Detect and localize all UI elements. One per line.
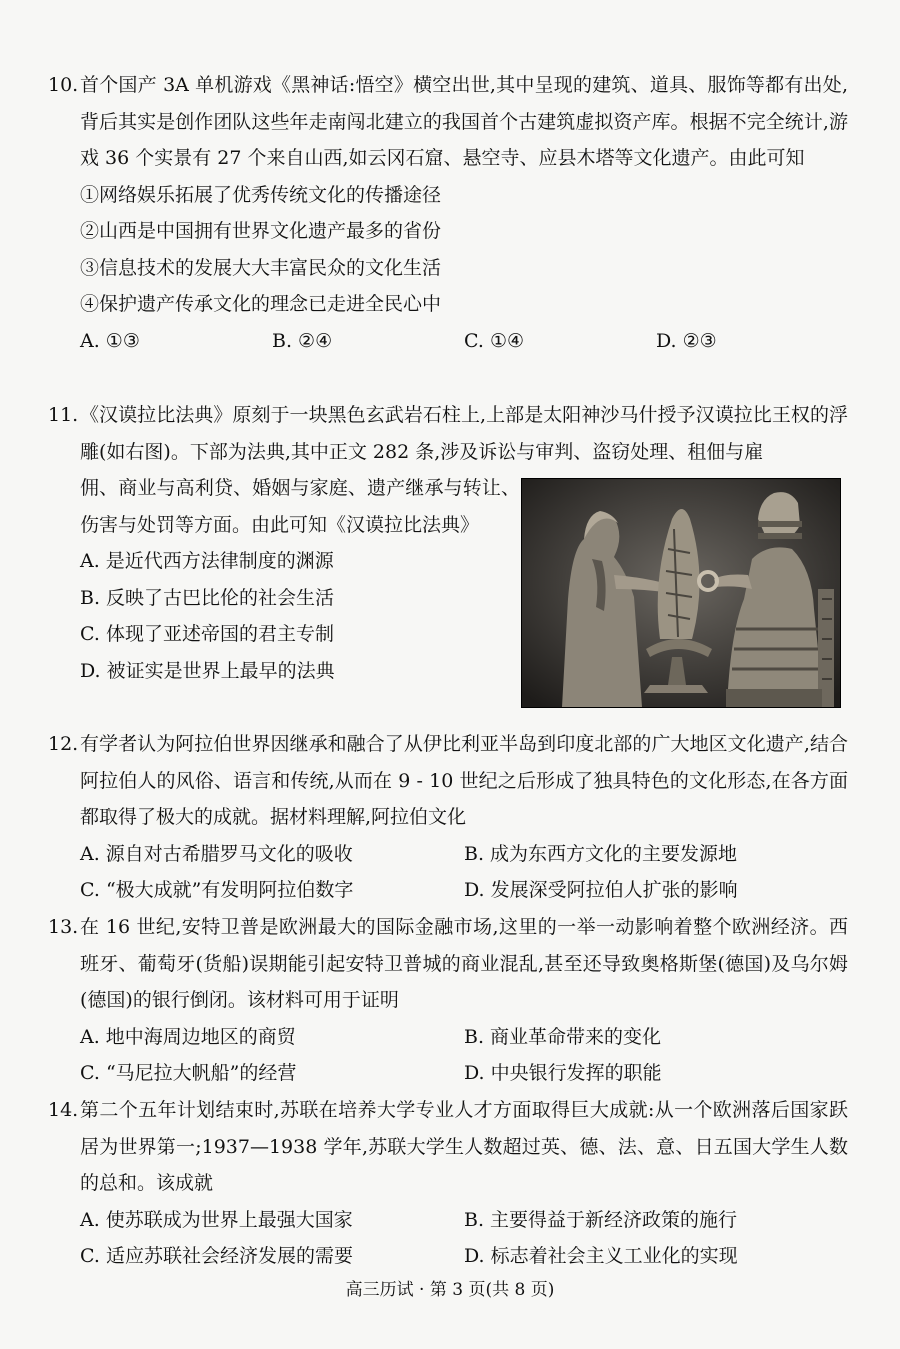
question-stem: 首个国产 3A 单机游戏《黑神话:悟空》横空出世,其中呈现的建筑、道具、服饰等都有出处,背后其实是创作团队这些年走南闯北建立的我国首个古建筑虚拟资产库。根据不完全统计,游戏 36 个实景有 27 个来自山西,如云冈石窟、悬空寺、应县木塔等文化遗产。由此可知 <box>80 74 848 169</box>
options-grid <box>48 836 848 909</box>
option-c: C. 适应苏联社会经济发展的需要 <box>80 1245 353 1267</box>
option-a: A. 地中海周边地区的商贸 <box>80 1025 296 1048</box>
question-number: 10. <box>48 74 79 96</box>
statement: ④保护遗产传承文化的理念已走进全民心中 <box>80 293 442 315</box>
statement: ③信息技术的发展大大丰富民众的文化生活 <box>80 256 442 279</box>
hammurabi-relief-image <box>521 478 841 708</box>
option-d: D. 被证实是世界上最早的法典 <box>80 659 335 682</box>
question-stem-continued: 佣、商业与高利贷、婚姻与家庭、遗产继承与转让、伤害与处罚等方面。由此可知《汉谟拉比法典》 <box>80 477 520 536</box>
question-number: 12. <box>48 733 79 755</box>
option-d: D. 中央银行发挥的职能 <box>464 1062 662 1084</box>
option-a: A. 使苏联成为世界上最强大国家 <box>80 1208 353 1231</box>
page-footer: 高三历试 · 第 3 页(共 8 页) <box>345 1280 555 1300</box>
question-13 <box>48 909 848 1092</box>
option-d: D. 发展深受阿拉伯人扩张的影响 <box>464 879 738 901</box>
option-a: A. 源自对古希腊罗马文化的吸收 <box>80 842 353 865</box>
option-c: C. “极大成就”有发明阿拉伯数字 <box>80 879 354 901</box>
question-12 <box>48 726 848 909</box>
question-stem: 有学者认为阿拉伯世界因继承和融合了从伊比利亚半岛到印度北部的广大地区文化遗产,结合阿拉伯人的风俗、语言和传统,从而在 9 - 10 世纪之后形成了独具特色的文化形态,在各方面都取得了极大的成就。据材料理解,阿拉伯文化 <box>80 733 848 828</box>
question-number: 14. <box>48 1099 79 1121</box>
option-a: A. 是近代西方法律制度的渊源 <box>80 550 334 572</box>
option-b: B. 反映了古巴比伦的社会生活 <box>80 586 335 609</box>
options-row <box>48 323 848 360</box>
question-stem: 在 16 世纪,安特卫普是欧洲最大的国际金融市场,这里的一举一动影响着整个欧洲经济。西班牙、葡萄牙(货船)误期能引起安特卫普城的商业混乱,甚至还导致奥格斯堡(德国)及乌尔姆(德国)的银行倒闭。该材料可用于证明 <box>80 916 848 1011</box>
question-number: 11. <box>48 404 79 426</box>
question-stem: 《汉谟拉比法典》原刻于一块黑色玄武岩石柱上,上部是太阳神沙马什授予汉谟拉比王权的浮雕(如右图)。下部为法典,其中正文 282 条,涉及诉讼与审判、盗窃处理、租佃与雇 <box>80 404 848 463</box>
option-c: C. ①④ <box>464 329 525 352</box>
option-c: C. “马尼拉大帆船”的经营 <box>80 1062 297 1084</box>
option-d: D. ②③ <box>656 329 717 352</box>
question-stem: 第二个五年计划结束时,苏联在培养大学专业人才方面取得巨大成就:从一个欧洲落后国家跃居为世界第一;1937—1938 学年,苏联大学生人数超过英、德、法、意、日五国大学生人数的总和。该成就 <box>80 1099 848 1194</box>
statement: ②山西是中国拥有世界文化遗产最多的省份 <box>80 220 442 242</box>
option-b: B. ②④ <box>272 329 333 352</box>
statement: ①网络娱乐拓展了优秀传统文化的传播途径 <box>80 183 442 206</box>
option-b: B. 成为东西方文化的主要发源地 <box>464 842 738 865</box>
option-a: A. ①③ <box>80 329 140 352</box>
question-number: 13. <box>48 916 79 938</box>
options-grid <box>48 1019 848 1092</box>
option-d: D. 标志着社会主义工业化的实现 <box>464 1245 738 1267</box>
question-14 <box>48 1092 848 1275</box>
option-b: B. 商业革命带来的变化 <box>464 1025 662 1048</box>
relief-illustration <box>522 479 840 707</box>
options-grid <box>48 1202 848 1275</box>
option-b: B. 主要得益于新经济政策的施行 <box>464 1208 738 1231</box>
question-10 <box>48 67 848 359</box>
option-c: C. 体现了亚述帝国的君主专制 <box>80 623 334 645</box>
